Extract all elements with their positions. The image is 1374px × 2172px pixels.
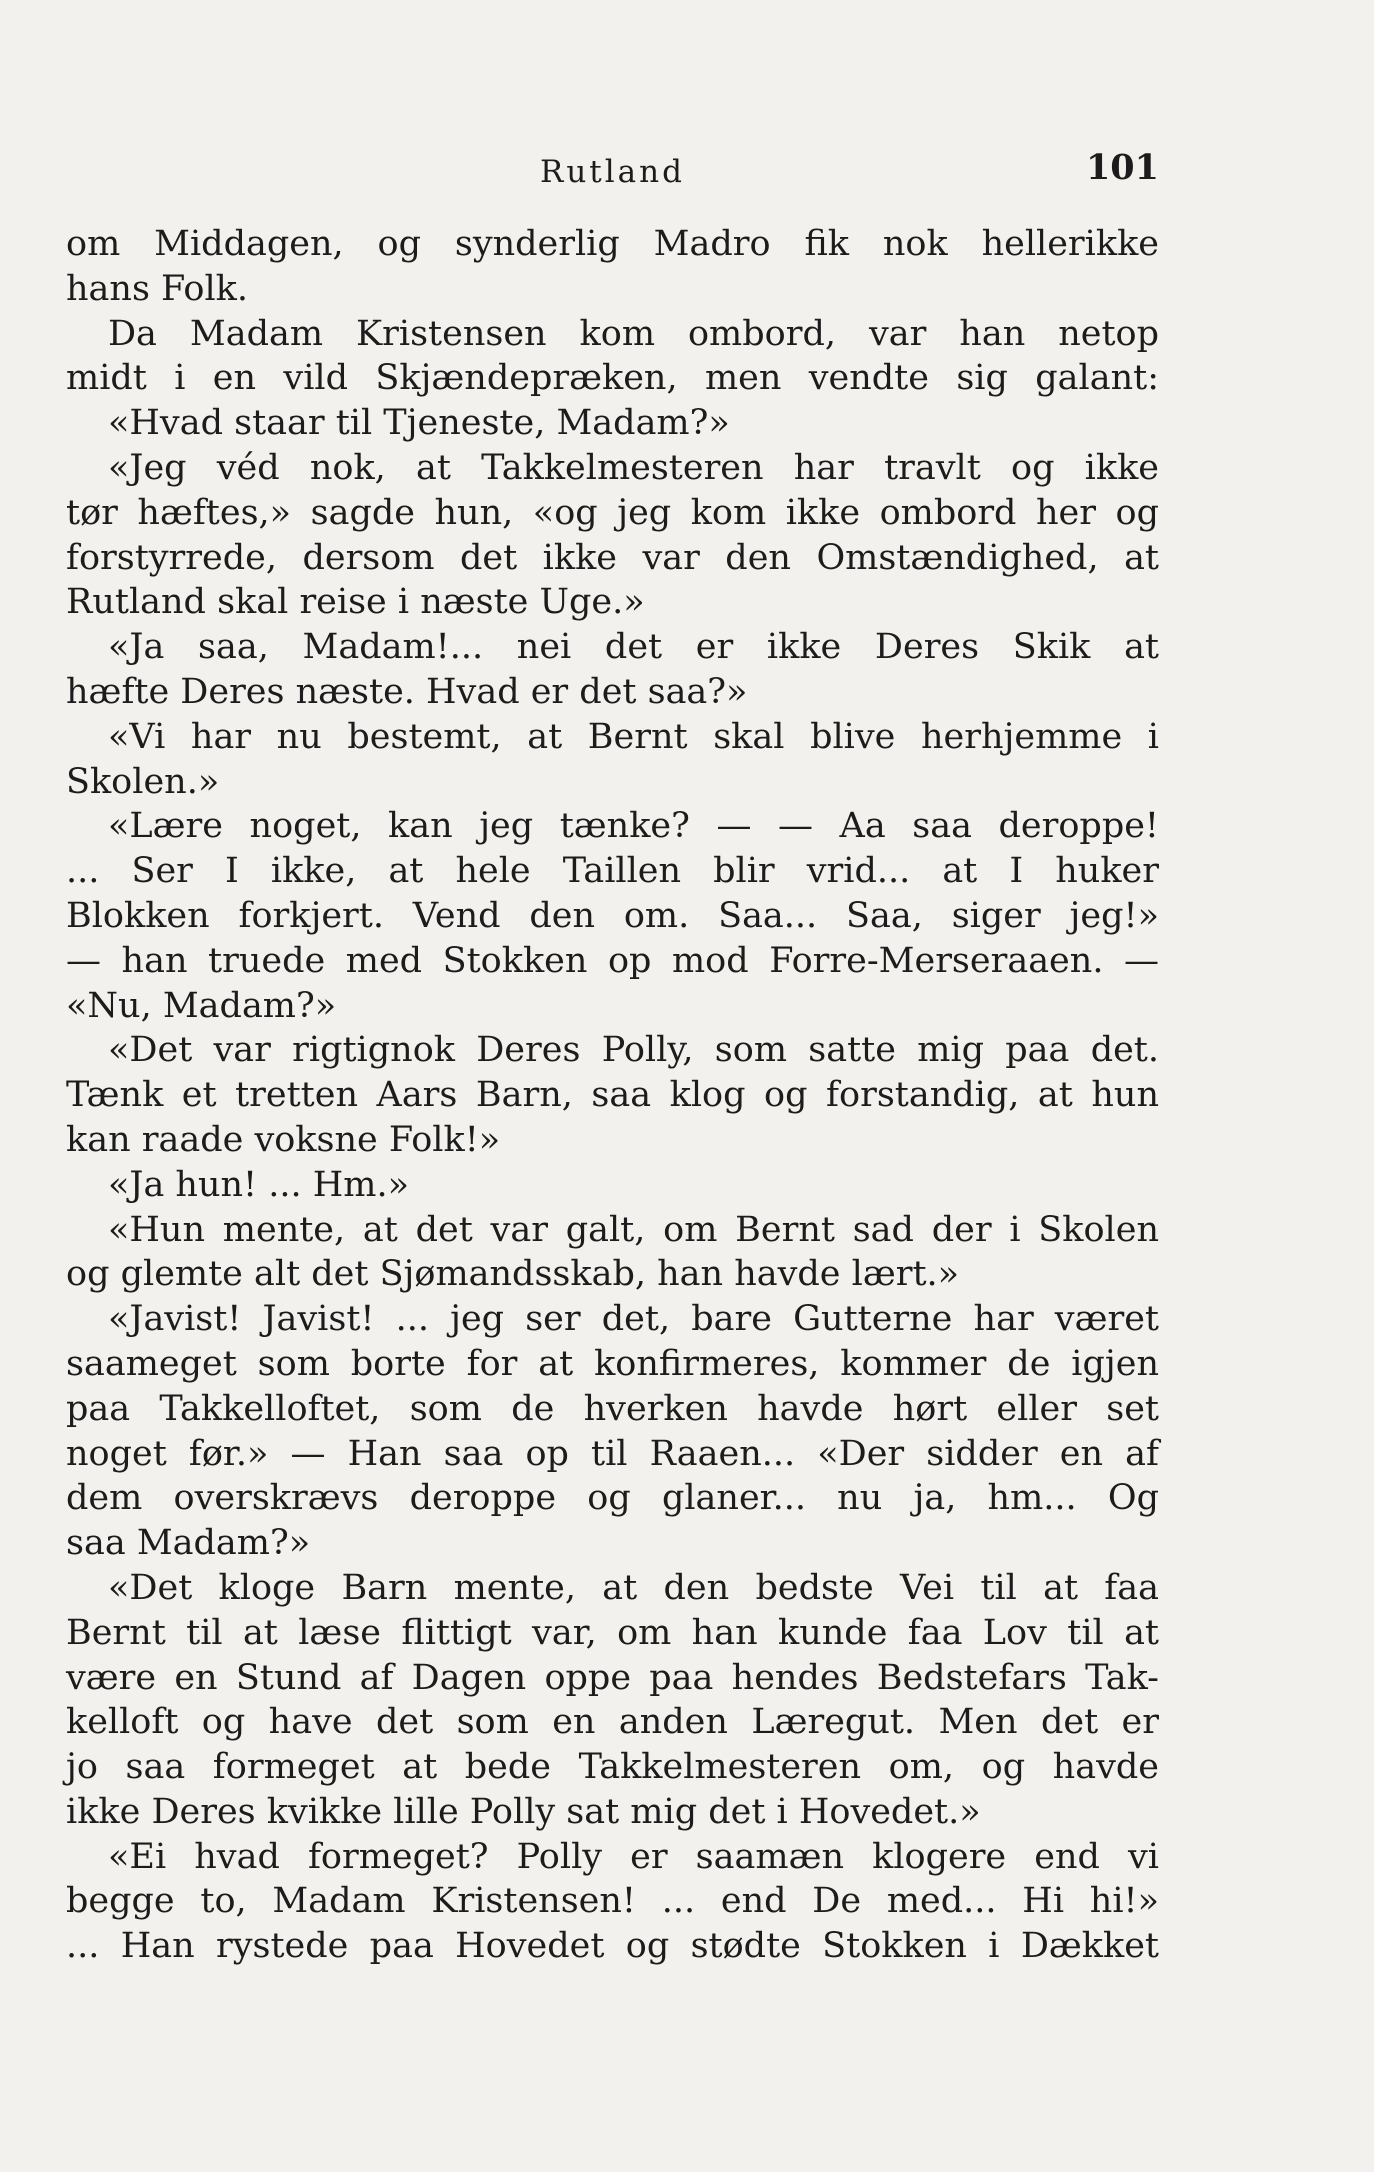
text-line: kan raade voksne Folk!» — [66, 1119, 501, 1160]
text-line: «Det var rigtignok Deres Polly, som satte mig paa det. — [108, 1030, 1159, 1071]
running-head — [66, 147, 1159, 194]
text-line: «Lære noget, kan jeg tænke? — — Aa saa deroppe! — [108, 806, 1159, 847]
text-line: «Vi har nu bestemt, at Bernt skal blive herhjemme i — [108, 716, 1159, 757]
text-line: paa Takkelloftet, som de hverken havde hørt eller set — [66, 1388, 1159, 1429]
text-line: — han truede med Stokken op mod Forre-Merseraaen. — — [66, 940, 1159, 981]
page-number: 101 — [1085, 147, 1159, 188]
text-line: begge to, Madam Kristensen! ... end De med... Hi hi!» — [66, 1881, 1159, 1922]
text-line: tør hæftes,» sagde hun, «og jeg kom ikke ombord her og — [66, 492, 1159, 533]
text-line: midt i en vild Skjændepræken, men vendte sig galant: — [66, 358, 1159, 399]
text-line: ikke Deres kvikke lille Polly sat mig det i Hovedet.» — [66, 1791, 981, 1832]
text-line: om Middagen, og synderlig Madro fik nok hellerikke — [66, 224, 1159, 264]
text-line: jo saa formeget at bede Takkelmesteren om, og havde — [66, 1747, 1159, 1788]
text-line: «Ja hun! ... Hm.» — [108, 1164, 410, 1205]
text-line: dem overskrævs deroppe og glaner... nu ja, hm... Og — [66, 1478, 1159, 1519]
text-line: «Hvad staar til Tjeneste, Madam?» — [108, 403, 730, 444]
text-line: «Nu, Madam?» — [66, 985, 337, 1026]
text-line: «Javist! Javist! ... jeg ser det, bare Gutterne har været — [108, 1299, 1159, 1340]
text-line: «Det kloge Barn mente, at den bedste Vei til at faa — [108, 1567, 1159, 1608]
body-text — [66, 222, 1159, 1969]
text-line: noget før.» — Han saa op til Raaen... «Der sidder en af — [66, 1433, 1159, 1474]
text-line: forstyrrede, dersom det ikke var den Omstændighed, at — [66, 537, 1159, 578]
text-line: «Ja saa, Madam!... nei det er ikke Deres Skik at — [108, 627, 1159, 668]
text-line: saameget som borte for at konfirmeres, kommer de igjen — [66, 1343, 1159, 1384]
text-line: ... Han rystede paa Hovedet og stødte Stokken i Dækket — [66, 1926, 1159, 1967]
text-line: «Jeg véd nok, at Takkelmesteren har travlt og ikke — [108, 447, 1159, 488]
running-title: Rutland — [540, 154, 685, 190]
text-line: Da Madam Kristensen kom ombord, var han netop — [108, 313, 1159, 354]
text-line: ... Ser I ikke, at hele Taillen blir vrid... at I huker — [66, 851, 1159, 892]
text-line: Skolen.» — [66, 761, 220, 802]
text-line: saa Madam?» — [66, 1523, 311, 1564]
text-line: Tænk et tretten Aars Barn, saa klog og forstandig, at hun — [66, 1075, 1159, 1116]
text-line: hans Folk. — [66, 268, 249, 309]
text-line: Blokken forkjert. Vend den om. Saa... Saa, siger jeg!» — [66, 895, 1159, 936]
text-line: være en Stund af Dagen oppe paa hendes Bedstefars Tak- — [66, 1657, 1159, 1698]
text-line: kelloft og have det som en anden Læregut. Men det er — [66, 1702, 1159, 1743]
text-line: «Hun mente, at det var galt, om Bernt sad der i Skolen — [108, 1209, 1159, 1250]
text-line: Rutland skal reise i næste Uge.» — [66, 582, 645, 623]
text-line: og glemte alt det Sjømandsskab, han havde lært.» — [66, 1254, 960, 1295]
text-line: hæfte Deres næste. Hvad er det saa?» — [66, 671, 748, 712]
text-line: Bernt til at læse flittigt var, om han kunde faa Lov til at — [66, 1612, 1159, 1653]
text-line: «Ei hvad formeget? Polly er saamæn klogere end vi — [108, 1836, 1159, 1877]
